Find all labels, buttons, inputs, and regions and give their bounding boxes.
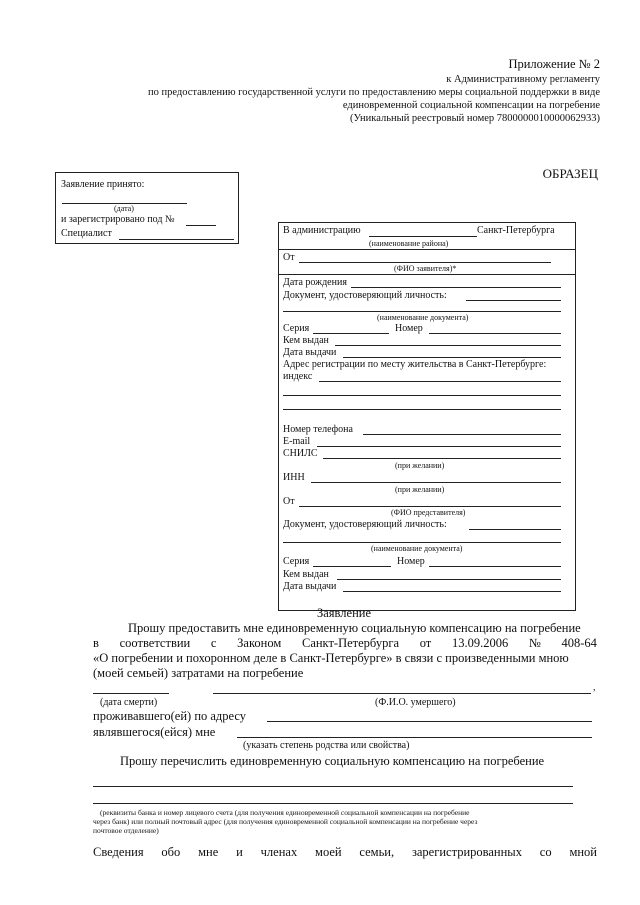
doc-name-caption: (наименование документа) <box>377 313 469 322</box>
inn-line <box>311 482 561 483</box>
bank-note-line-1: (реквизиты банка и номер лицевого счета (для получения единовременной социальной компенсации на погребение <box>100 808 470 817</box>
phone-line <box>363 434 561 435</box>
birth-date-line <box>351 287 561 288</box>
word: в <box>93 636 99 650</box>
issue-date-line <box>343 357 561 358</box>
address-line <box>267 721 592 722</box>
acceptance-box <box>55 172 239 244</box>
reg-number-line <box>186 225 216 226</box>
address-line-3 <box>283 409 561 410</box>
divider <box>279 274 575 275</box>
bank-details-line-1 <box>93 786 573 787</box>
sample-label: ОБРАЗЕЦ <box>542 166 598 181</box>
word: и <box>236 845 243 859</box>
rep-caption: (ФИО представителя) <box>391 508 466 517</box>
issued-by-line <box>335 345 561 346</box>
optional-caption: (при желании) <box>395 485 445 494</box>
series-label: Серия <box>283 323 310 334</box>
address-label: Адрес регистрации по месту жительства в Санкт-Петербурге: <box>283 359 547 370</box>
appendix-title: Приложение № 2 <box>508 57 600 71</box>
death-date-caption: (дата смерти) <box>100 697 158 708</box>
statement-line-4: (моей семьей) затратами на погребение <box>93 666 304 680</box>
rep-doc-name-caption: (наименование документа) <box>371 544 463 553</box>
bank-details-line-2 <box>93 803 573 804</box>
comma: , <box>593 682 596 693</box>
snils-label: СНИЛС <box>283 448 318 459</box>
rep-issue-date-line <box>343 591 561 592</box>
applicant-form <box>278 222 576 611</box>
snils-line <box>323 458 561 459</box>
number-line <box>429 333 561 334</box>
word: мне <box>198 845 219 859</box>
word: с <box>210 636 217 650</box>
word: мной <box>569 845 597 859</box>
rep-doc-name-line <box>283 542 561 543</box>
word: моей <box>315 845 342 859</box>
transfer-label: Прошу перечислить единовременную социальную компенсацию на погребение <box>120 754 545 768</box>
id-document-label: Документ, удостоверяющий личность: <box>283 290 447 301</box>
relation-label: являвшегося(ейся) мне <box>93 725 216 739</box>
statement-line-3: «О погребении и похоронном деле в Санкт-Петербурге» в связи с произведенными мною <box>93 651 569 665</box>
birth-date-label: Дата рождения <box>283 277 347 288</box>
rep-id-document-label: Документ, удостоверяющий личность: <box>283 519 447 530</box>
rep-name-line <box>299 506 561 507</box>
service-name-line1: по предоставлению государственной услуги по предоставлению меры социальной поддержки в виде <box>147 87 600 98</box>
deceased-name-line <box>213 693 591 694</box>
relation-caption: (указать степень родства или свойства) <box>243 740 410 751</box>
index-label: индекс <box>283 371 313 382</box>
word: Санкт-Петербурга <box>301 636 399 650</box>
rep-series-line <box>313 566 391 567</box>
district-line <box>369 236 477 237</box>
series-line <box>313 333 389 334</box>
city-label: Санкт-Петербурга <box>477 225 555 236</box>
statement-line-1: Прошу предоставить мне единовременную социальную компенсацию на погребение <box>128 621 581 635</box>
specialist-line <box>119 239 234 240</box>
index-line <box>319 381 561 382</box>
email-label: E-mail <box>283 436 311 447</box>
bank-note-line-3: почтовое отделение) <box>93 826 159 835</box>
inn-label: ИНН <box>283 472 305 483</box>
divider <box>279 249 575 250</box>
deceased-caption: (Ф.И.О. умершего) <box>375 697 456 708</box>
applicant-name-line <box>299 262 551 263</box>
address-line-2 <box>283 395 561 396</box>
bank-note-line-2: через банк) или полный почтовый адрес (для получения единовременной социальной компенсации на погребение через <box>93 817 478 826</box>
specialist-label: Специалист <box>61 228 112 239</box>
rep-issued-by-line <box>337 579 561 580</box>
applicant-caption: (ФИО заявителя)* <box>394 264 457 273</box>
word: Сведения <box>93 845 144 859</box>
rep-issue-date-label: Дата выдачи <box>283 581 337 592</box>
rep-number-line <box>429 566 561 567</box>
issued-by-label: Кем выдан <box>283 335 329 346</box>
doc-name-line <box>283 311 561 312</box>
statement-title: Заявление <box>317 606 372 620</box>
rep-series-label: Серия <box>283 556 310 567</box>
phone-label: Номер телефона <box>283 424 353 435</box>
relation-line <box>237 737 592 738</box>
word: соответствии <box>119 636 191 650</box>
family-info-line <box>93 845 597 860</box>
regulation-ref: к Административному регламенту <box>446 74 600 85</box>
word: 408-64 <box>561 636 597 650</box>
lived-at-label: проживавшего(ей) по адресу <box>93 709 247 723</box>
number-label: Номер <box>395 323 423 334</box>
word: со <box>539 845 552 859</box>
email-line <box>317 446 561 447</box>
word: 13.09.2006 <box>451 636 509 650</box>
date-caption: (дата) <box>114 204 134 213</box>
rep-number-label: Номер <box>397 556 425 567</box>
rep-from-label: От <box>283 496 295 507</box>
from-label: От <box>283 252 295 263</box>
word: № <box>528 636 541 650</box>
accepted-label: Заявление принято: <box>61 179 145 190</box>
to-admin-label: В администрацию <box>283 225 361 236</box>
word: семьи, <box>359 845 395 859</box>
id-document-line <box>466 300 561 301</box>
word: Законом <box>237 636 282 650</box>
statement-line-2 <box>93 636 597 651</box>
word: обо <box>161 845 181 859</box>
word: членах <box>260 845 298 859</box>
rep-id-document-line <box>469 529 561 530</box>
service-name-line2: единовременной социальной компенсации на погребение <box>342 100 600 111</box>
word: зарегистрированных <box>411 845 522 859</box>
registered-label: и зарегистрировано под № <box>61 214 175 225</box>
registry-number: (Уникальный реестровый номер 7800000010000062933) <box>350 113 600 124</box>
word: от <box>419 636 432 650</box>
rep-issued-by-label: Кем выдан <box>283 569 329 580</box>
district-caption: (наименование района) <box>369 239 449 248</box>
death-date-line <box>93 693 169 694</box>
optional-caption: (при желании) <box>395 461 445 470</box>
issue-date-label: Дата выдачи <box>283 347 337 358</box>
